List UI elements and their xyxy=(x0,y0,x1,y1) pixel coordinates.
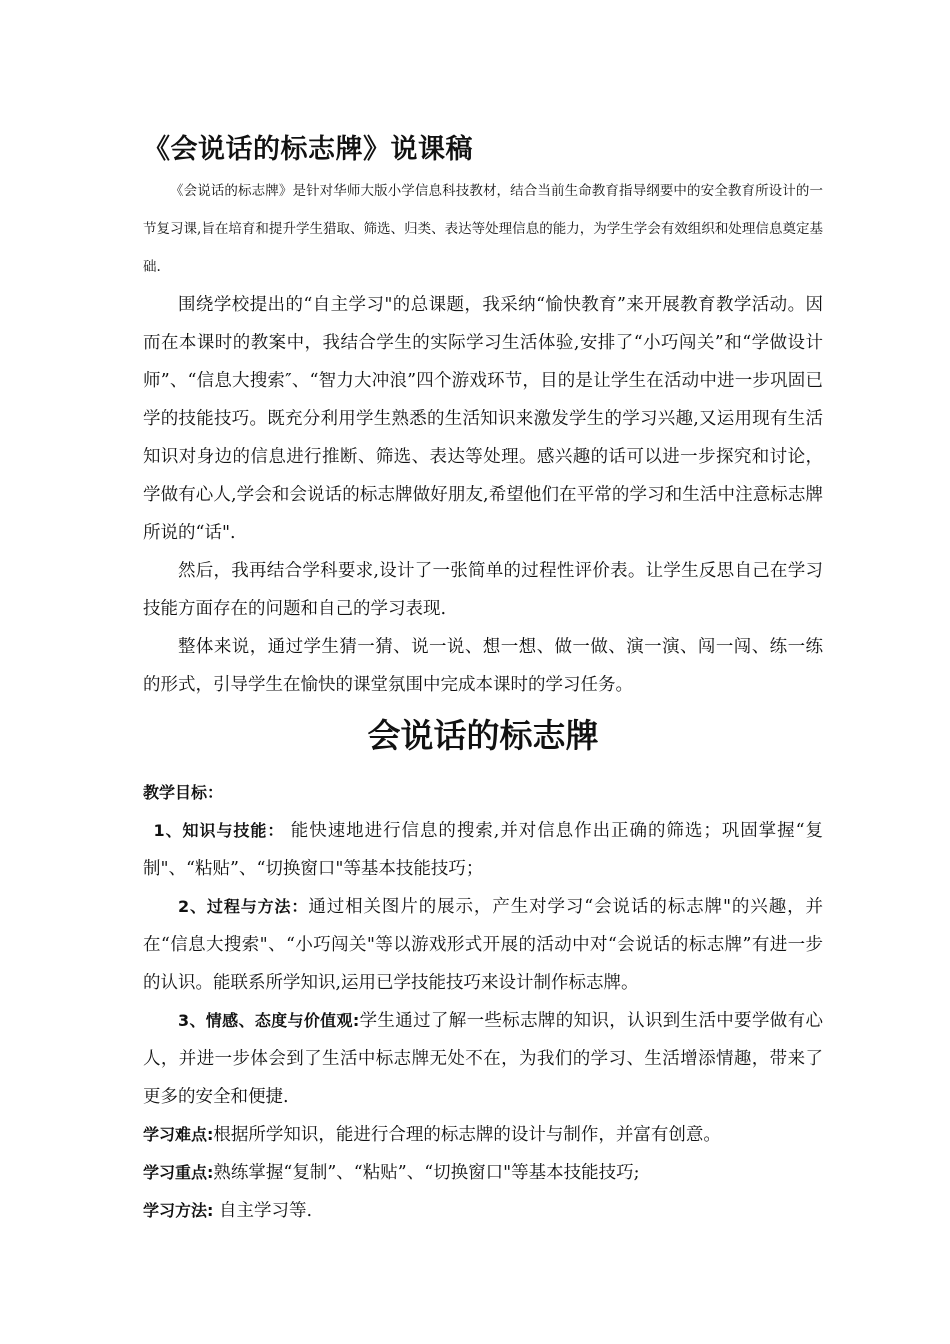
method-label: 学习方法: xyxy=(143,1201,214,1220)
objective-2 xyxy=(143,888,823,1002)
objective-1-label: 1、知识与技能： xyxy=(153,821,285,840)
key-points-text: 熟练掌握“复制”、“粘贴”、“切换窗口"等基本技能技巧; xyxy=(213,1163,640,1183)
objective-2-text: 通过相关图片的展示，产生对学习“会说话的标志牌"的兴趣，并在“信息大搜索"、“小巧闯关"等以游戏形式开展的活动中对“会说话的标志牌”有进一步的认识。能联系所学知识,运用已学技能技巧来设计制作标志牌。 xyxy=(143,897,823,993)
difficulty-line xyxy=(143,1116,823,1154)
objective-3-label: 3、情感、态度与价值观: xyxy=(178,1011,360,1030)
intro-paragraph: 《会说话的标志牌》是针对华师大版小学信息科技教材，结合当前生命教育指导纲要中的安全教育所设计的一节复习课,旨在培育和提升学生猎取、筛选、归类、表达等处理信息的能力，为学生学会有效组织和处理信息奠定基础. xyxy=(143,183,823,275)
objective-3 xyxy=(143,1002,823,1116)
body-paragraph-3: 整体来说，通过学生猜一猜、说一说、想一想、做一做、演一演、闯一闯、练一练的形式，引导学生在愉快的课堂氛围中完成本课时的学习任务。 xyxy=(143,637,823,695)
key-points-line xyxy=(143,1154,823,1192)
document-body xyxy=(143,128,823,1230)
document-title: 《会说话的标志牌》说课稿 xyxy=(143,134,473,165)
method-text: 自主学习等. xyxy=(213,1201,313,1221)
body-paragraph-1: 围绕学校提出的“自主学习"的总课题，我采纳“愉快教育”来开展教育教学活动。因而在本课时的教案中，我结合学生的实际学习生活体验,安排了“小巧闯关”和“学做设计师”、“信息大搜索″、“智力大冲浪”四个游戏环节，目的是让学生在活动中进一步巩固已学的技能技巧。既充分利用学生熟悉的生活知识来激发学生的学习兴趣,又运用现有生活知识对身边的信息进行推断、筛选、表达等处理。感兴趣的话可以进一步探究和讨论，学做有心人,学会和会说话的标志牌做好朋友,希望他们在平常的学习和生活中注意标志牌所说的“话". xyxy=(143,295,823,543)
objective-3-text: 学生通过了解一些标志牌的知识，认识到生活中要学做有心人，并进一步体会到了生活中标志牌无处不在，为我们的学习、生活增添情趣，带来了更多的安全和便捷. xyxy=(143,1011,823,1107)
objective-1-text: 能快速地进行信息的搜索,并对信息作出正确的筛选；巩固掌握“复制"、“粘贴”、“切换窗口"等基本技能技巧； xyxy=(143,821,823,879)
objectives-heading: 教学目标： xyxy=(143,783,224,802)
difficulty-text: 根据所学知识，能进行合理的标志牌的设计与制作，并富有创意。 xyxy=(213,1125,721,1145)
objective-2-label: 2、过程与方法： xyxy=(178,897,309,916)
method-line xyxy=(143,1192,823,1230)
lesson-title: 会说话的标志牌 xyxy=(367,716,599,755)
difficulty-label: 学习难点: xyxy=(143,1125,214,1144)
objective-1 xyxy=(143,812,823,888)
key-points-label: 学习重点: xyxy=(143,1163,214,1182)
body-paragraph-2: 然后，我再结合学科要求,设计了一张简单的过程性评价表。让学生反思自己在学习技能方面存在的问题和自己的学习表现. xyxy=(143,561,823,619)
